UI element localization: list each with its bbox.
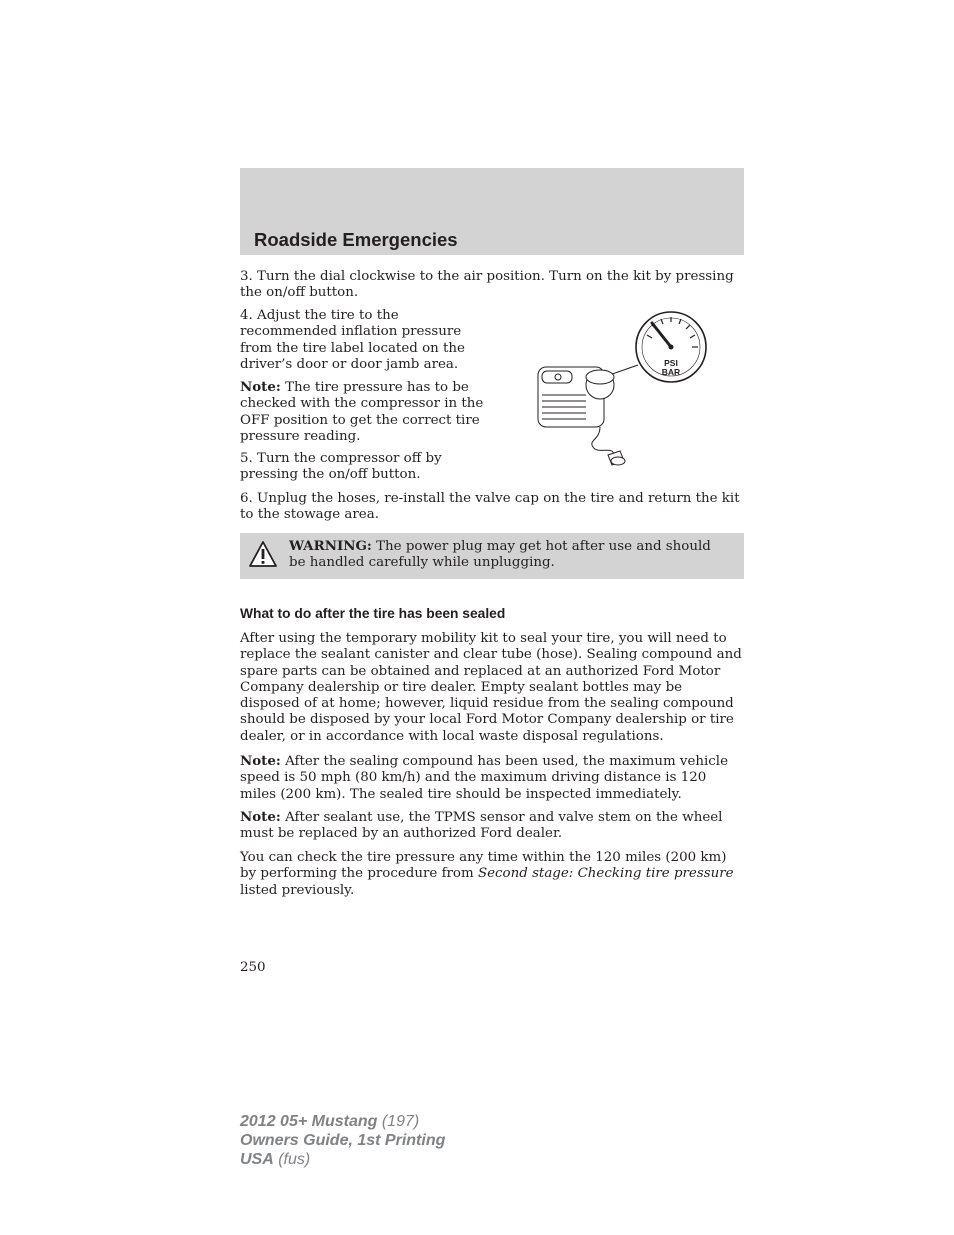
gauge-psi-label: PSI [664, 358, 678, 368]
hose [592, 427, 614, 455]
note-text: After the sealing compound has been used, the maximum vehicle speed is 50 mph (80 km/h) and the maximum driving distance is 120 miles (200 km). The sealed tire should be inspected immediately. [240, 754, 729, 802]
step-3: 3. Turn the dial clockwise to the air position. Turn on the kit by pressing the on/off button. [240, 269, 734, 301]
footer-market-code: (fus) [273, 1151, 311, 1168]
step-5: 5. Turn the compressor off by pressing the on/off button. [240, 451, 442, 483]
header-band [240, 168, 744, 255]
paragraph-text: listed previously. [240, 882, 355, 898]
valve-connector [608, 451, 625, 465]
note-label: Note: [240, 379, 281, 395]
footer-model: 2012 05+ Mustang [240, 1113, 378, 1130]
note-speed-limit [240, 753, 744, 803]
note-label: Note: [240, 753, 281, 769]
gauge-bar-label: BAR [661, 367, 681, 377]
note-text: After sealant use, the TPMS sensor and valve stem on the wheel must be replaced by an authorized Ford dealer. [240, 810, 723, 842]
warning-triangle-icon [248, 540, 278, 568]
page-number: 250 [240, 960, 266, 975]
step-4: 4. Adjust the tire to the recommended inflation pressure from the tire label located on the driver’s door or door jamb area. [240, 308, 465, 372]
note-label: Note: [240, 809, 281, 825]
gauge-hub [669, 345, 674, 350]
cross-reference: Second stage: Checking tire pressure [477, 866, 734, 882]
warning-label: WARNING: [289, 538, 372, 554]
pressure-gauge [636, 312, 706, 382]
note-text: The tire pressure has to be checked with the compressor in the OFF position to get the correct tire pressure reading. [240, 380, 484, 444]
warning-text [289, 538, 729, 572]
note-tpms [240, 809, 744, 843]
warning-body: The power plug may get hot after use and should be handled carefully while unplugging. [289, 539, 711, 571]
sealant-replacement-paragraph: After using the temporary mobility kit to seal your tire, you will need to replace the sealant canister and clear tube (hose). Sealing compound and spare parts can be obtained and replaced at an authorized Ford Motor Company dealership or tire dealer. Empty sealant bottles may be disposed of at home; however, liquid residue from the sealing compound should be disposed by your local Ford Motor Company dealership or tire dealer, or in accordance with local waste disposal regulations. [240, 631, 742, 744]
warning-box [240, 533, 744, 579]
section-title: Roadside Emergencies [254, 229, 458, 250]
check-pressure-paragraph [240, 850, 744, 899]
section-heading: What to do after the tire has been sealed [240, 606, 506, 621]
footer-publication-info [240, 1112, 445, 1169]
compressor-unit [538, 367, 614, 427]
step-6: 6. Unplug the hoses, re-install the valve cap on the tire and return the kit to the stowage area. [240, 491, 740, 523]
footer-guide: Owners Guide, 1st Printing [240, 1132, 446, 1149]
note-pressure-check [240, 379, 495, 445]
compressor-gauge-illustration [528, 305, 718, 475]
paragraph-text: You can check the tire pressure any time within the 120 miles (200 km) by performing the procedure from [240, 850, 727, 882]
footer-model-code: (197) [377, 1113, 420, 1130]
footer-market: USA [240, 1151, 274, 1168]
